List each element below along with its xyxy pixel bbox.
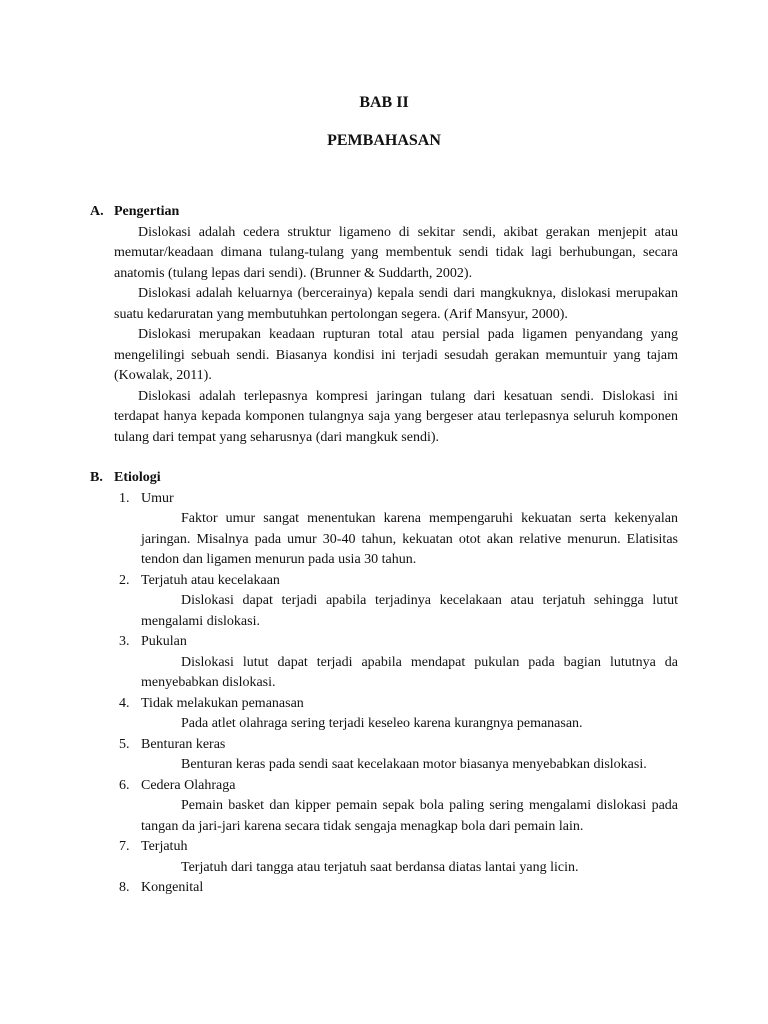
section-heading-text: Pengertian [114, 204, 180, 219]
paragraph: Dislokasi merupakan keadaan rupturan total atau persial pada ligamen penyandang yang mengelilingi sebuah sendi. Biasanya kondisi ini terjadi sesudah gerakan memuntuir yang tajam (Kowalak, 2011). [114, 327, 678, 383]
item-title: Terjatuh atau kecelakaan [141, 572, 280, 588]
list-item [90, 489, 678, 571]
section-letter: B. [90, 470, 103, 485]
list-item [90, 694, 678, 735]
section-pengertian [90, 202, 678, 448]
item-title: Benturan keras [141, 736, 226, 752]
item-number: 7. [119, 839, 130, 854]
list-item [90, 837, 678, 878]
item-description: Dislokasi lutut dapat terjadi apabila mendapat pukulan pada bagian lututnya da menyebabkan dislokasi. [141, 654, 678, 690]
list-item [90, 878, 678, 899]
item-description: Faktor umur sangat menentukan karena mempengaruhi kekuatan serta kekenyalan jaringan. Misalnya pada umur 30-40 tahun, kekuatan otot akan relative menurun. Elatisitas tendon dan ligamen menurun pada usia 30 tahun. [141, 511, 678, 567]
item-description: Dislokasi dapat terjadi apabila terjadinya kecelakaan atau terjatuh sehingga lutut mengalami dislokasi. [141, 593, 678, 629]
item-number: 3. [119, 634, 130, 649]
list-item [90, 735, 678, 776]
item-title: Cedera Olahraga [141, 777, 236, 793]
paragraph: Dislokasi adalah keluarnya (bercerainya) kepala sendi dari mangkuknya, dislokasi merupakan suatu kedaruratan yang membutuhkan pertolongan segera. (Arif Mansyur, 2000). [114, 286, 678, 322]
item-title: Tidak melakukan pemanasan [141, 695, 304, 711]
item-description: Benturan keras pada sendi saat kecelakaan motor biasanya menyebabkan dislokasi. [181, 757, 647, 772]
item-number: 8. [119, 880, 130, 895]
chapter-heading: BAB II [359, 94, 409, 111]
item-title: Umur [141, 490, 174, 506]
section-heading [90, 202, 678, 223]
item-description: Pemain basket dan kipper pemain sepak bola paling sering mengalami dislokasi pada tangan da jari-jari karena secara tidak sengaja menagkap bola dari pemain lain. [141, 798, 678, 834]
section-etiologi [90, 468, 678, 899]
paragraph: Dislokasi adalah cedera struktur ligameno di sekitar sendi, akibat gerakan menjepit atau memutar/keadaan dimana tulang-tulang yang membentuk sendi tidak lagi berhubungan, secara anatomis (tulang lepas dari sendi). (Brunner & Suddarth, 2002). [114, 224, 678, 281]
item-number: 2. [119, 572, 130, 588]
item-number: 1. [119, 490, 130, 506]
item-number: 4. [119, 695, 130, 711]
list-item [90, 776, 678, 838]
section-heading [90, 468, 678, 489]
etiology-list [90, 489, 678, 899]
chapter-title: PEMBAHASAN [327, 132, 441, 149]
paragraph: Dislokasi adalah terlepasnya kompresi jaringan tulang dari kesatuan sendi. Dislokasi ini terdapat hanya kepada komponen tulangnya saja yang bergeser atau terlepasnya seluruh komponen tulang dari tempat yang seharusnya (dari mangkuk sendi). [114, 388, 678, 445]
item-title: Pukulan [141, 634, 187, 649]
item-description: Terjatuh dari tangga atau terjatuh saat berdansa diatas lantai yang licin. [181, 859, 579, 875]
item-description: Pada atlet olahraga sering terjadi keseleo karena kurangnya pemanasan. [181, 716, 583, 731]
item-title: Kongenital [141, 880, 204, 895]
section-letter: A. [90, 204, 104, 219]
document-body [90, 202, 678, 899]
list-item [90, 571, 678, 633]
item-title: Terjatuh [141, 839, 188, 854]
section-heading-text: Etiologi [114, 470, 161, 485]
list-item [90, 632, 678, 694]
item-number: 5. [119, 736, 130, 752]
item-number: 6. [119, 777, 130, 793]
